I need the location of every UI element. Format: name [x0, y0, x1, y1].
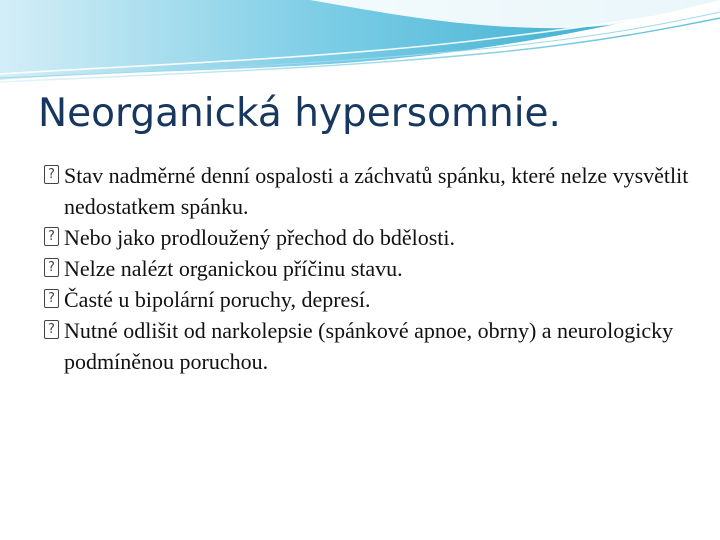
bullet-list [44, 160, 694, 377]
bullet-glyph-icon: ? [44, 227, 59, 246]
header-wave-decoration [0, 0, 720, 90]
bullet-item [44, 222, 694, 253]
bullet-glyph-icon: ? [44, 258, 59, 277]
bullet-text: Stav nadměrné denní ospalosti a záchvatů spánku, které nelze vysvětlit nedostatkem spánku. [64, 163, 689, 219]
bullet-text: Nelze nalézt organickou příčinu stavu. [64, 256, 403, 281]
bullet-text: Nebo jako prodloužený přechod do bdělosti. [64, 225, 456, 250]
bullet-item [44, 315, 694, 377]
bullet-text: Časté u bipolární poruchy, depresí. [64, 287, 371, 312]
bullet-text: Nutné odlišit od narkolepsie (spánkové apnoe, obrny) a neurologicky podmíněnou poruchou. [64, 318, 674, 374]
bullet-glyph-icon: ? [44, 165, 59, 184]
bullet-glyph-icon: ? [44, 289, 59, 308]
bullet-item [44, 160, 694, 222]
bullet-item [44, 253, 694, 284]
bullet-glyph-icon: ? [44, 320, 59, 339]
slide-title: Neorganická hypersomnie. [38, 91, 561, 136]
bullet-item [44, 284, 694, 315]
